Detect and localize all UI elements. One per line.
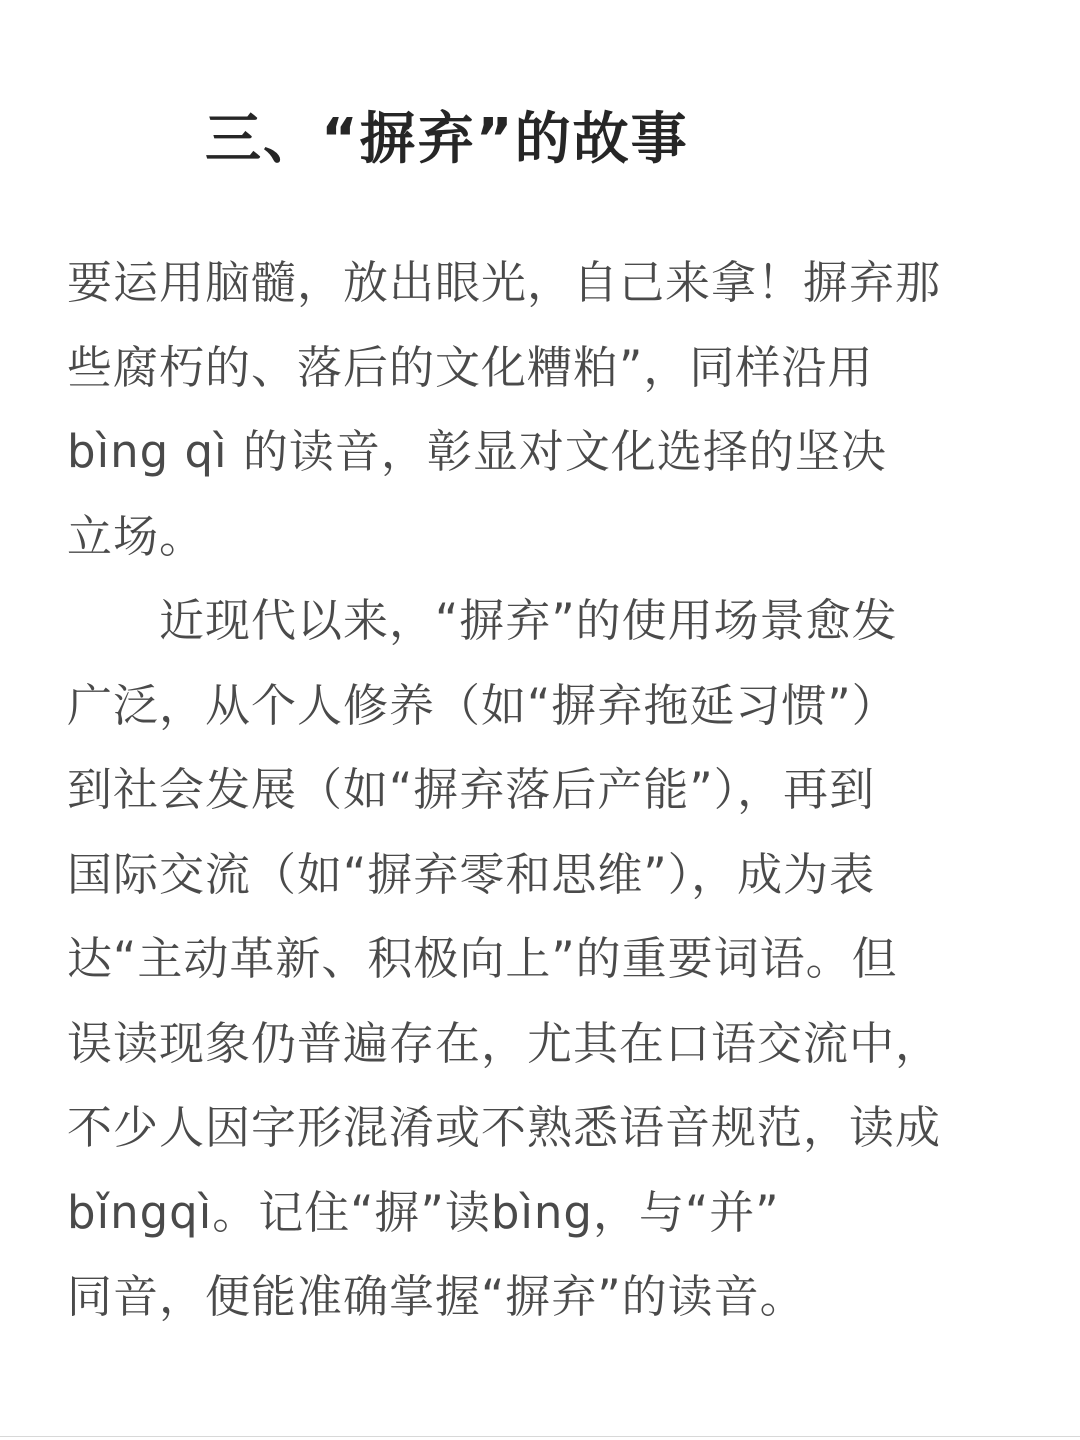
- text-line: 广泛，从个人修养（如“摒弃拖延习惯”）: [67, 678, 898, 732]
- text-line: 同音，便能准确掌握“摒弃”的读音。: [67, 1270, 806, 1323]
- text-line: 立场。: [67, 509, 206, 563]
- text-line: 误读现象仍普遍存在，尤其在口语交流中，: [67, 1016, 942, 1070]
- text-line: 要运用脑髓，放出眼光，自己来拿！摒弃那: [67, 256, 942, 309]
- text-line: 达“主动革新、积极向上”的重要词语。但: [67, 932, 898, 985]
- text-line: 国际交流（如“摒弃零和思维”），成为表: [67, 847, 876, 901]
- bottom-divider: [0, 1436, 1080, 1437]
- text-line: 不少人因字形混淆或不熟悉语音规范，读成: [67, 1101, 942, 1154]
- text-line: 近现代以来，“摒弃”的使用场景愈发: [67, 594, 898, 647]
- section-title: 三、“摒弃”的故事: [205, 107, 689, 172]
- body-text: [67, 241, 987, 1340]
- text-line: bǐngqì。记住“摒”读bìng，与“并”: [67, 1185, 780, 1239]
- text-line: 些腐朽的、落后的文化糟粕”，同样沿用: [67, 340, 874, 394]
- text-line: 到社会发展（如“摒弃落后产能”），再到: [67, 763, 876, 816]
- text-line: bìng qì 的读音，彰显对文化选择的坚决: [67, 425, 887, 478]
